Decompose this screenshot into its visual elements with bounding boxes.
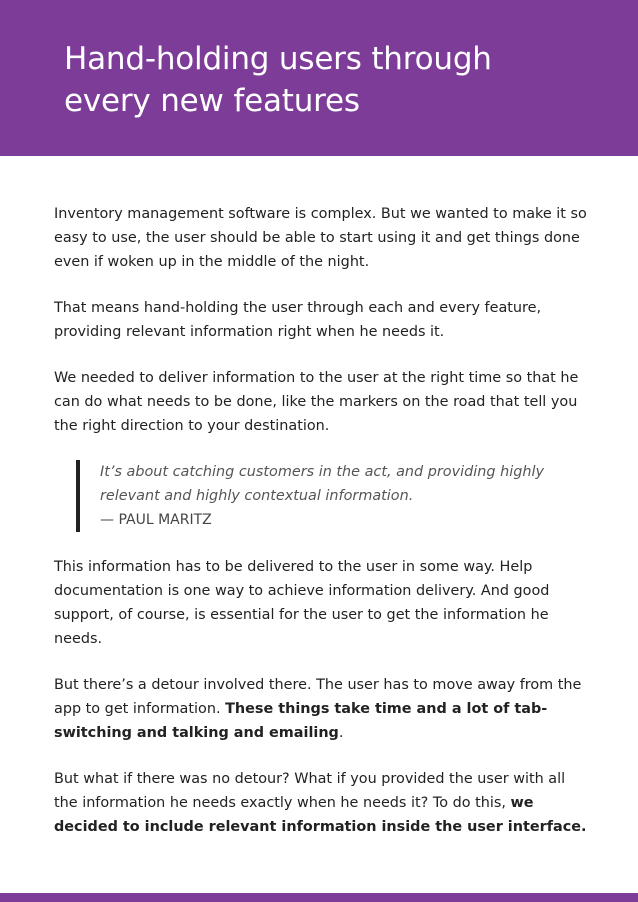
footer-band xyxy=(0,893,638,902)
detour-emphasis: These things take time and a lot of tab-switching and talking and emailing xyxy=(54,701,548,741)
paragraph-detour xyxy=(54,673,588,745)
paragraph-hand-holding: That means hand-holding the user through each and every feature, providing relevant information right when he needs it. xyxy=(54,300,542,340)
quote-text: It’s about catching customers in the act, and providing highly relevant and highly contextual information. xyxy=(100,464,544,504)
detour-end: . xyxy=(338,725,344,741)
paragraph-delivery: This information has to be delivered to the user in some way. Help documentation is one way to achieve information delivery. And good support, of course, is essential for the user to get the information he needs. xyxy=(54,559,550,647)
detour-text: But there’s a detour involved there. The user has to move away from the app to get information. xyxy=(54,677,582,717)
quote-author: — PAUL MARITZ xyxy=(100,512,212,528)
header-band xyxy=(0,0,638,156)
paragraph-intro: Inventory management software is complex. But we wanted to make it so easy to use, the user should be able to start using it and get things done even if woken up in the middle of the night. xyxy=(54,206,587,270)
no-detour-emphasis: we decided to include relevant information inside the user interface. xyxy=(54,795,587,835)
article-body xyxy=(54,202,588,861)
page-title: Hand-holding users through every new features xyxy=(64,41,492,119)
paragraph-right-time: We needed to deliver information to the user at the right time so that he can do what needs to be done, like the markers on the road that tell you the right direction to your destination. xyxy=(54,370,579,434)
no-detour-text: But what if there was no detour? What if you provided the user with all the information he needs exactly when he needs it? To do this, xyxy=(54,771,566,811)
pull-quote xyxy=(76,460,588,532)
paragraph-no-detour xyxy=(54,767,588,839)
